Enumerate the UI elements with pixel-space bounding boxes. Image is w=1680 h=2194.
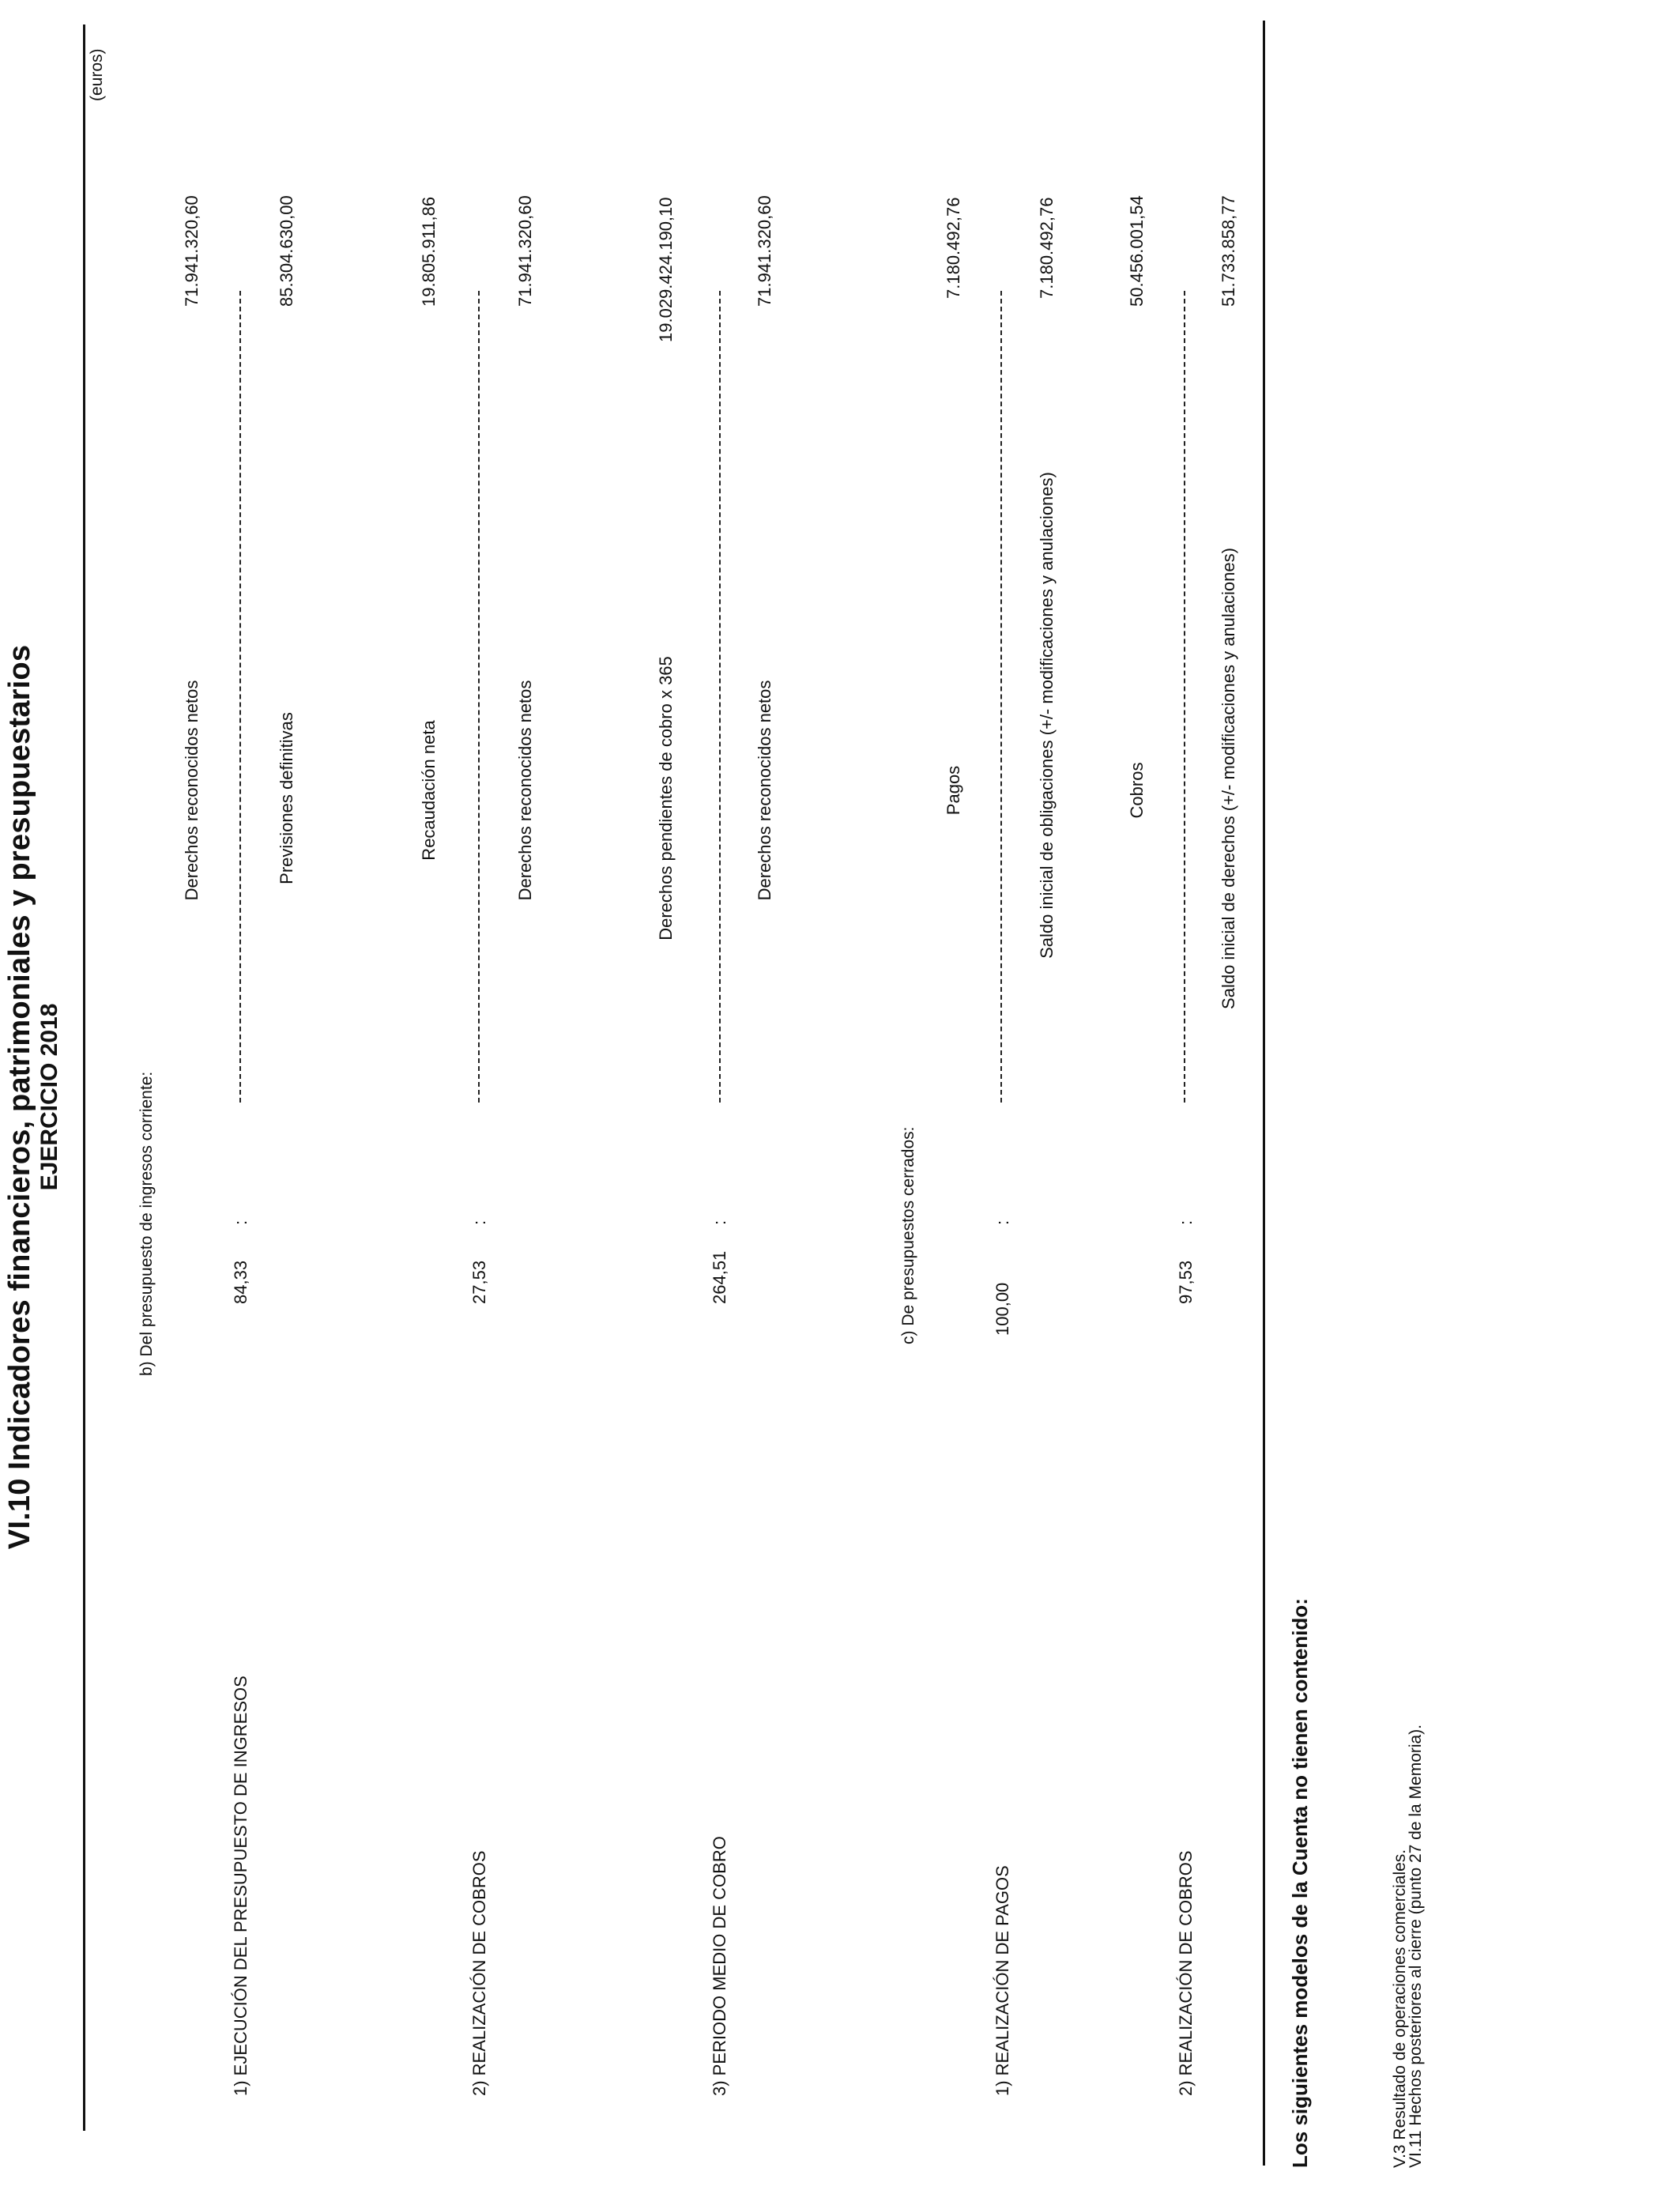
denominator-text: Saldo inicial de derechos (+/- modificaciones y anulaciones) [1219,548,1238,1009]
numerator-text: Recaudación neta [419,720,439,861]
units-label: (euros) [88,48,106,101]
indicator-value: 97,53 [1176,1260,1196,1304]
indicator-label: 3) PERIODO MEDIO DE COBRO [710,1836,729,2096]
indicator-colon: : [710,1220,729,1225]
denominator-text: Derechos reconocidos netos [755,680,774,901]
indicator-label: 2) REALIZACIÓN DE COBROS [469,1850,489,2096]
footer-item: VI.11 Hechos posteriores al cierre (punto 27 de la Memoria). [1407,1724,1425,2168]
indicator-colon: : [993,1220,1012,1225]
denominator-amount: 71.941.320,60 [755,195,774,307]
fraction-line [478,291,480,1103]
section-heading-b: b) Del presupuesto de ingresos corriente: [137,1071,156,1376]
fraction-line [719,291,721,1103]
denominator-amount: 71.941.320,60 [515,195,535,307]
denominator-amount: 7.180.492,76 [1037,197,1057,299]
numerator-text: Cobros [1127,762,1147,819]
indicator-label: 1) REALIZACIÓN DE PAGOS [993,1865,1012,2096]
numerator-amount: 71.941.320,60 [182,195,202,307]
indicator-value: 264,51 [710,1250,729,1304]
page-subtitle: EJERCICIO 2018 [36,1003,62,1191]
page-title: VI.10 Indicadores financieros, patrimoniales y presupuestarios [3,644,36,1550]
indicator-label: 1) EJECUCIÓN DEL PRESUPUESTO DE INGRESOS [231,1676,250,2096]
denominator-text: Saldo inicial de obligaciones (+/- modificaciones y anulaciones) [1037,472,1057,959]
bottom-rule [1263,21,1265,2166]
fraction-line [1184,291,1185,1103]
denominator-text: Derechos reconocidos netos [515,680,535,901]
numerator-text: Derechos pendientes de cobro x 365 [656,656,676,941]
numerator-amount: 7.180.492,76 [944,197,963,299]
numerator-text: Pagos [944,765,963,816]
denominator-amount: 85.304.630,00 [277,195,296,307]
indicator-value: 27,53 [469,1260,489,1304]
indicator-colon: : [1176,1220,1196,1225]
indicator-value: 100,00 [993,1282,1012,1336]
numerator-amount: 19.029.424.190,10 [656,197,676,342]
indicator-colon: : [231,1220,250,1225]
indicator-value: 84,33 [231,1260,250,1304]
indicator-colon: : [469,1220,489,1225]
numerator-amount: 19.805.911,86 [419,196,439,307]
footer-heading: Los siguientes modelos de la Cuenta no tienen contenido: [1288,1598,1312,2168]
fraction-line [1000,291,1002,1103]
numerator-amount: 50.456.001,54 [1127,195,1147,307]
denominator-text: Previsiones definitivas [277,712,296,884]
fraction-line [239,291,241,1103]
denominator-amount: 51.733.858,77 [1219,195,1238,307]
indicator-label: 2) REALIZACIÓN DE COBROS [1176,1850,1196,2096]
footer-item: V.3 Resultado de operaciones comerciales. [1391,1849,1409,2168]
numerator-text: Derechos reconocidos netos [182,680,202,901]
section-heading-c: c) De presupuestos cerrados: [899,1126,917,1344]
top-rule [83,25,85,2131]
